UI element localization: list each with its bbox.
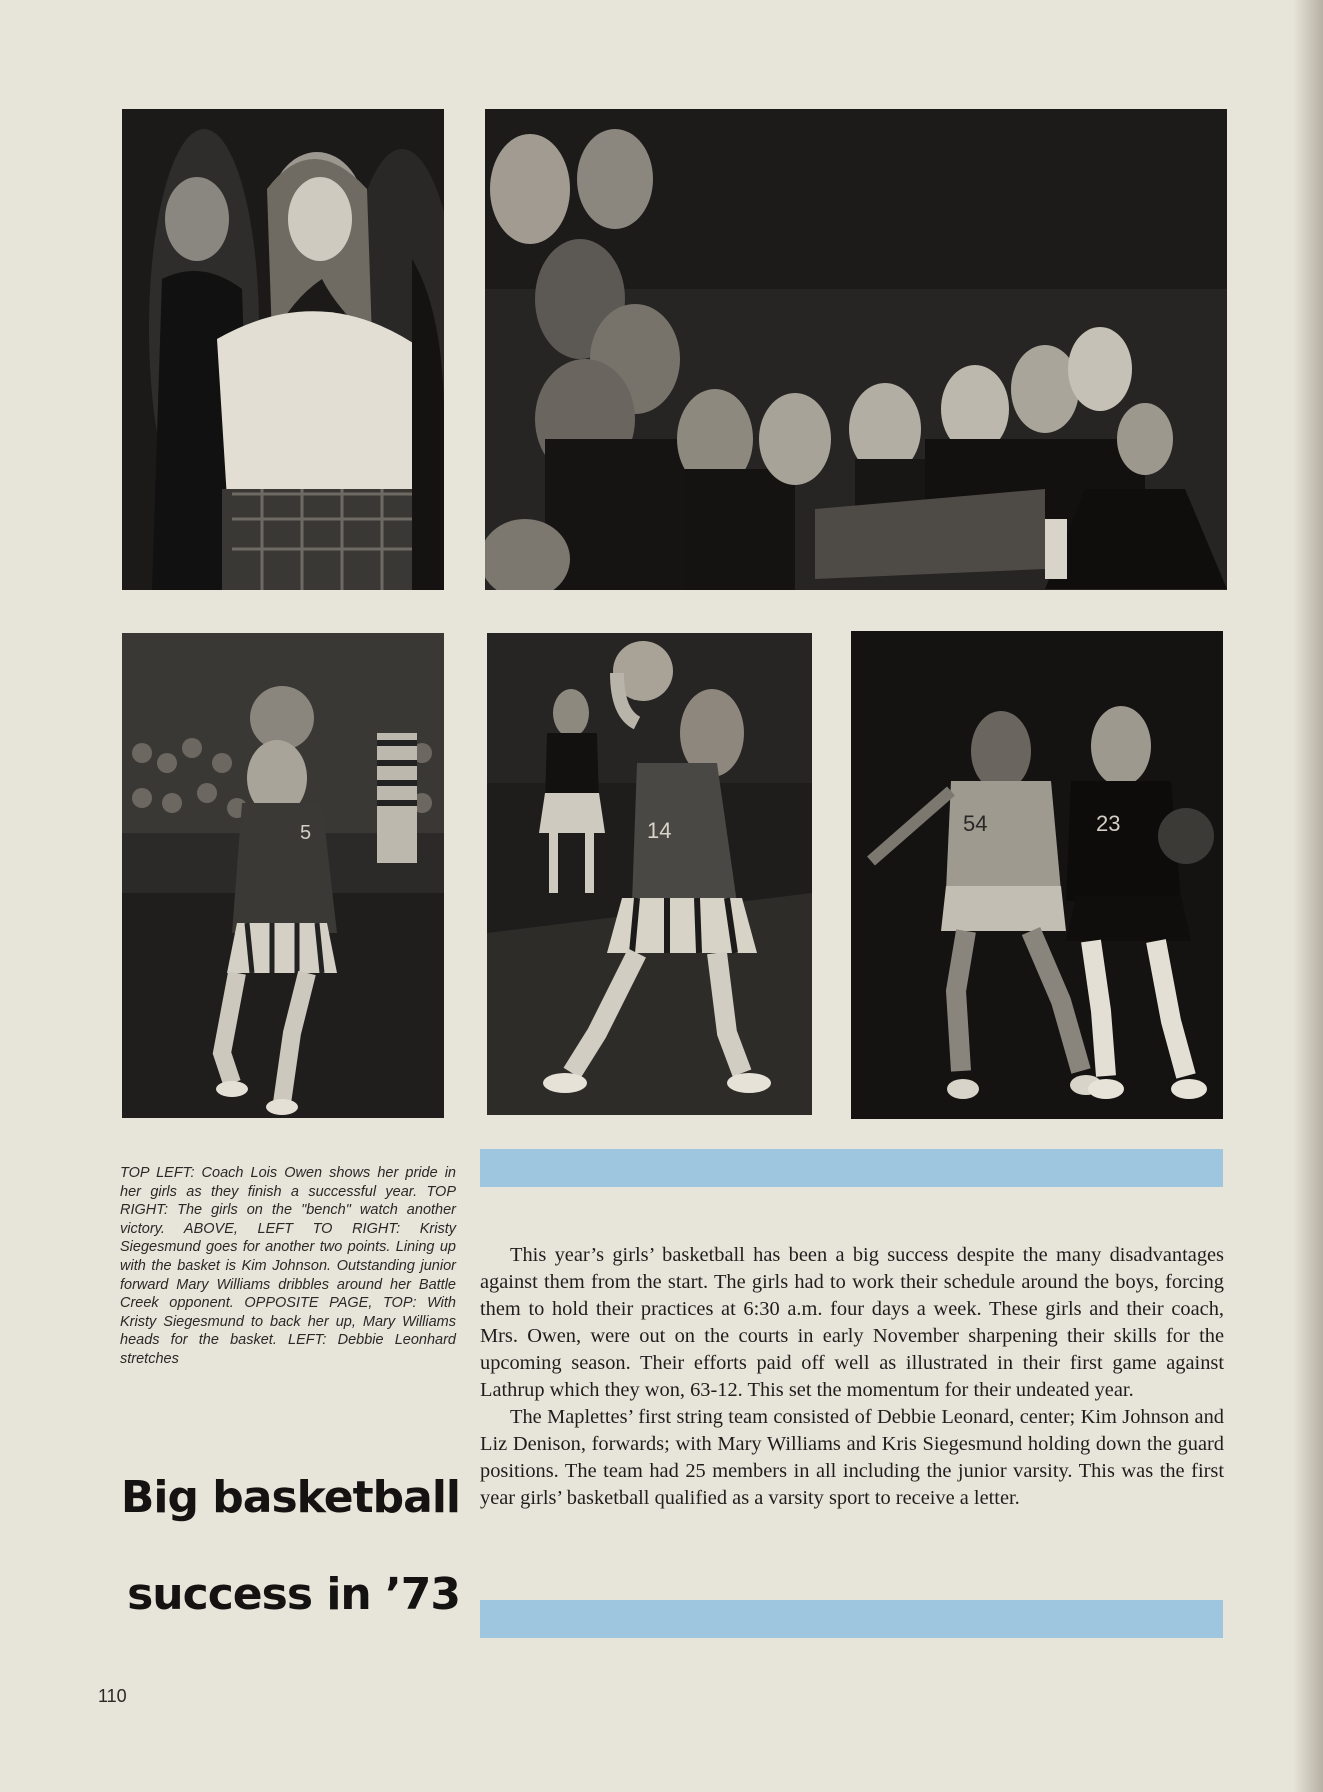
jersey-number-14: 14 bbox=[647, 818, 672, 843]
jersey-number-23: 23 bbox=[1096, 811, 1121, 836]
coach-photo bbox=[122, 109, 444, 590]
jersey-number-54: 54 bbox=[963, 811, 988, 836]
headline-line-2: success in ’73 bbox=[127, 1569, 460, 1620]
article-paragraph-1: This year’s girls’ basketball has been a big success despite the many disadvantages against them from the start. The girls had to work their schedule around the boys, forcing them to hold their practices at 6:30 a.m. four days a week. These girls and their coach, Mrs. Owen, were out on the courts in early November sharpening their skills for the upcoming season. Their efforts paid off well as illustrated in their first game against Lathrup which they won, 63-12. This set the momentum for their undeated year. bbox=[480, 1244, 1224, 1401]
bench-photo bbox=[485, 109, 1227, 590]
accent-bar-bottom bbox=[480, 1600, 1223, 1638]
accent-bar-top bbox=[480, 1149, 1223, 1187]
article-body bbox=[480, 1242, 1224, 1512]
headline-line-1: Big basketball bbox=[120, 1472, 460, 1523]
page-edge-shadow bbox=[1293, 0, 1323, 1792]
page-number: 110 bbox=[98, 1686, 127, 1706]
photo-caption: TOP LEFT: Coach Lois Owen shows her pride in her girls as they finish a successful year. TOP RIGHT: The girls on the "bench" watch another victory. ABOVE, LEFT TO RIGHT: Kristy Siegesmund goes for another two points. Lining up with the basket is Kim Johnson. Outstanding junior forward Mary Williams dribbles around her Battle Creek opponent. OPPOSITE PAGE, TOP: With Kristy Siegesmund to back her up, Mary Williams heads for the basket. LEFT: Debbie Leonhard stretches bbox=[120, 1165, 456, 1367]
jersey-number-5: 5 bbox=[300, 822, 312, 844]
dribbling-photo bbox=[851, 631, 1223, 1119]
shooting-photo bbox=[122, 633, 444, 1118]
article-paragraph-2: The Maplettes’ first string team consisted of Debbie Leonard, center; Kim Johnson and Liz Denison, forwards; with Mary Williams and Kris Siegesmund holding down the guard positions. The team had 25 members in all including the junior varsity. This was the first year girls’ basketball qualified as a varsity sport to receive a letter. bbox=[480, 1406, 1224, 1509]
passing-photo bbox=[487, 633, 812, 1115]
